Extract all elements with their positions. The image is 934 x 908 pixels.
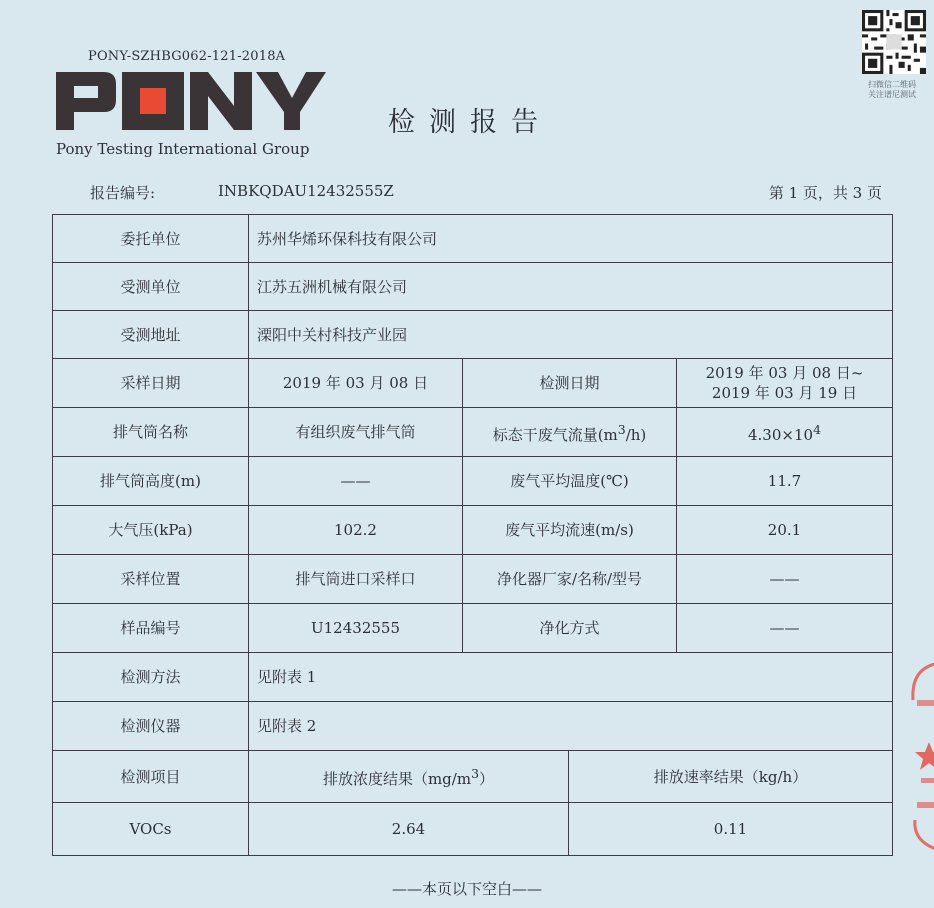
concentration-header-sup: 3 xyxy=(471,766,480,781)
table-row xyxy=(53,311,893,359)
flow-label-text: 标态干废气流量(m xyxy=(492,425,618,444)
tested-unit-value: 江苏五洲机械有限公司 xyxy=(249,263,893,311)
concentration-header-close: ） xyxy=(479,770,495,788)
sampling-date-label: 采样日期 xyxy=(53,359,249,408)
page-indicator: 第 1 页，共 3 页 xyxy=(768,184,882,202)
sampling-date-value: 2019 年 03 月 08 日 xyxy=(249,359,463,408)
test-date-start: 2019 年 03 月 08 日~ xyxy=(705,364,864,382)
table-row xyxy=(53,653,893,702)
qr-code-icon xyxy=(862,10,926,74)
table-row xyxy=(53,215,893,263)
stack-height-label: 排气筒高度(m) xyxy=(53,457,249,506)
purifier-label: 净化器厂家/名称/型号 xyxy=(463,555,677,604)
qr-caption-line1: 扫微信二维码 xyxy=(868,80,916,89)
gas-temp-value: 11.7 xyxy=(677,457,893,506)
method-value: 见附表 1 xyxy=(249,653,893,702)
report-number-label: 报告编号: xyxy=(90,184,156,202)
test-date-end: 2019 年 03 月 19 日 xyxy=(711,384,858,402)
table-row xyxy=(53,555,893,604)
purify-method-value: —— xyxy=(677,604,893,653)
stack-name-label: 排气筒名称 xyxy=(53,408,249,457)
voc-rate: 0.11 xyxy=(569,803,893,856)
table-row xyxy=(53,359,893,408)
purify-method-label: 净化方式 xyxy=(463,604,677,653)
sample-number-value: U12432555 xyxy=(249,604,463,653)
client-value: 苏州华烯环保科技有限公司 xyxy=(249,215,893,263)
stack-height-value: —— xyxy=(249,457,463,506)
pressure-value: 102.2 xyxy=(249,506,463,555)
sampling-position-value: 排气筒进口采样口 xyxy=(249,555,463,604)
flow-value-exp: 4 xyxy=(813,421,822,437)
flow-value-base: 4.30×10 xyxy=(748,425,814,444)
pony-logo xyxy=(56,70,326,132)
table-row xyxy=(53,457,893,506)
gas-temp-label: 废气平均温度(℃) xyxy=(463,457,677,506)
instrument-label: 检测仪器 xyxy=(53,702,249,751)
test-date-value xyxy=(677,359,893,408)
purifier-value: —— xyxy=(677,555,893,604)
voc-concentration: 2.64 xyxy=(249,803,569,856)
concentration-header xyxy=(249,751,569,803)
client-label: 委托单位 xyxy=(53,215,249,263)
report-number: INBKQDAU12432555Z xyxy=(218,182,394,200)
flow-label-unit: /h) xyxy=(625,425,647,444)
address-label: 受测地址 xyxy=(53,311,249,359)
group-name: Pony Testing International Group xyxy=(56,140,310,158)
table-row xyxy=(53,263,893,311)
pressure-label: 大气压(kPa) xyxy=(53,506,249,555)
table-row xyxy=(53,702,893,751)
flow-value xyxy=(677,408,893,457)
gas-speed-label: 废气平均流速(m/s) xyxy=(463,506,677,555)
instrument-value: 见附表 2 xyxy=(249,702,893,751)
document-title: 检测报告 xyxy=(388,107,552,138)
sample-number-label: 样品编号 xyxy=(53,604,249,653)
concentration-header-text: 排放浓度结果（mg/m xyxy=(322,770,472,788)
table-row xyxy=(53,408,893,457)
tested-unit-label: 受测单位 xyxy=(53,263,249,311)
report-table xyxy=(52,214,893,856)
red-seal-stamp xyxy=(905,660,934,860)
test-date-label: 检测日期 xyxy=(463,359,677,408)
flow-label xyxy=(463,408,677,457)
rate-header: 排放速率结果（kg/h） xyxy=(569,751,893,803)
qr-caption xyxy=(850,80,934,100)
blank-page-note: ——本页以下空白—— xyxy=(391,880,542,898)
flow-label-sup: 3 xyxy=(617,421,626,437)
test-item-header: 检测项目 xyxy=(53,751,249,803)
table-row xyxy=(53,506,893,555)
stack-name-value: 有组织废气排气筒 xyxy=(249,408,463,457)
table-row xyxy=(53,604,893,653)
sampling-position-label: 采样位置 xyxy=(53,555,249,604)
voc-label: VOCs xyxy=(53,803,249,856)
address-value: 溧阳中关村科技产业园 xyxy=(249,311,893,359)
table-row xyxy=(53,803,893,856)
gas-speed-value: 20.1 xyxy=(677,506,893,555)
qr-caption-line2: 关注谱尼测试 xyxy=(868,90,916,99)
table-row xyxy=(53,751,893,803)
method-label: 检测方法 xyxy=(53,653,249,702)
report-form-code: PONY-SZHBG062-121-2018A xyxy=(88,49,286,64)
